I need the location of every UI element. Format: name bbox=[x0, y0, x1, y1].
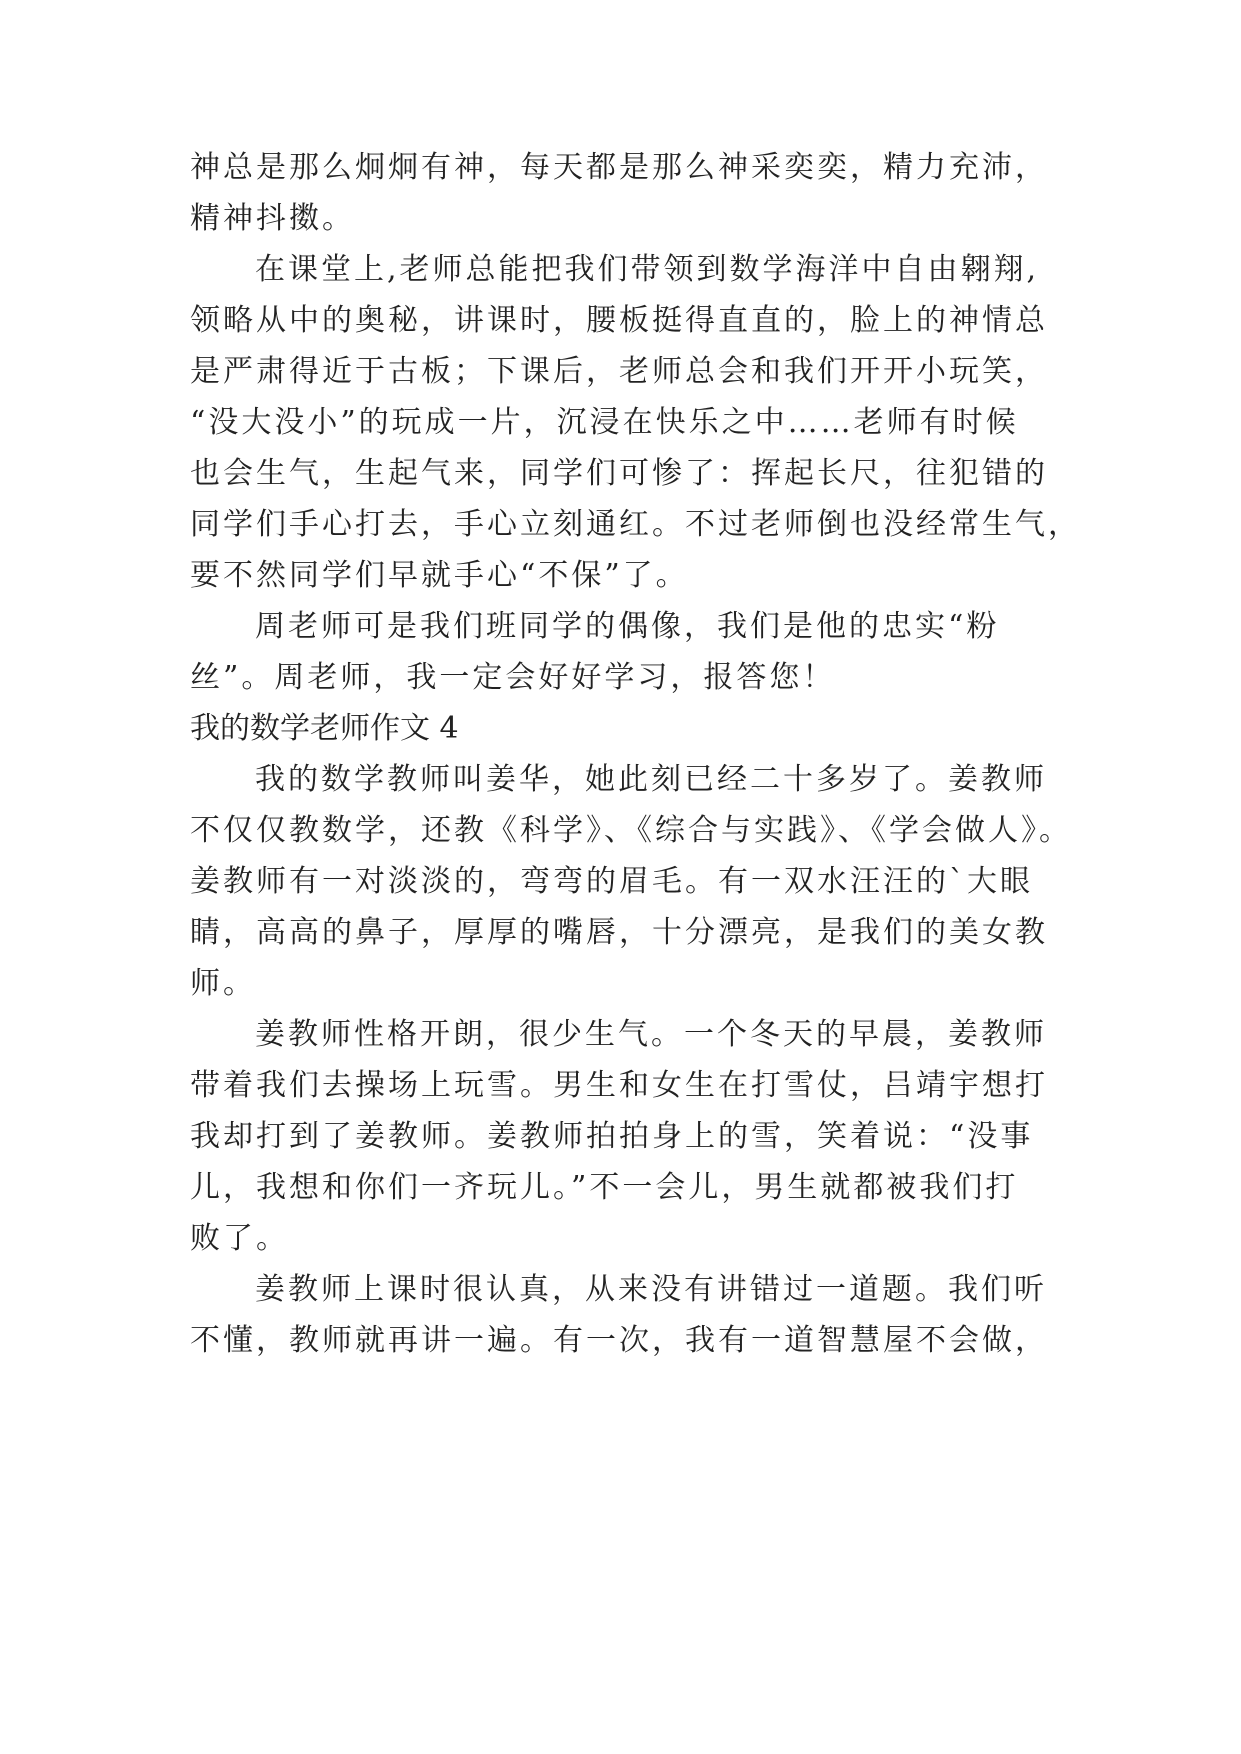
text-line: 不仅仅教数学，还教《科学》、《综合与实践》、《学会做人》。 bbox=[190, 813, 1072, 848]
text-line: 儿，我想和你们一齐玩儿。”不一会儿，男生就都被我们打 bbox=[190, 1170, 1019, 1205]
text-line: 领略从中的奥秘，讲课时，腰板挺得直直的，脸上的神情总 bbox=[190, 303, 1048, 338]
text-line: 在课堂上,老师总能把我们带领到数学海洋中自由翱翔, bbox=[255, 252, 1040, 287]
section-heading: 我的数学老师作文 4 bbox=[190, 711, 459, 746]
text-line: 败了。 bbox=[190, 1221, 289, 1256]
text-line: 同学们手心打去，手心立刻通红。不过老师倒也没经常生气， bbox=[190, 507, 1081, 542]
text-line: 姜教师有一对淡淡的，弯弯的眉毛。有一双水汪汪的`大眼 bbox=[190, 864, 1033, 899]
text-line: 是严肃得近于古板；下课后，老师总会和我们开开小玩笑， bbox=[190, 354, 1048, 389]
text-line: 精神抖擞。 bbox=[190, 201, 355, 236]
text-line: 周老师可是我们班同学的偶像，我们是他的忠实“粉 bbox=[255, 609, 1000, 644]
text-line: 丝”。周老师，我一定会好好学习，报答您！ bbox=[190, 660, 836, 695]
text-line: 姜教师上课时很认真，从来没有讲错过一道题。我们听 bbox=[255, 1272, 1047, 1307]
text-line: 姜教师性格开朗，很少生气。一个冬天的早晨，姜教师 bbox=[255, 1017, 1047, 1052]
text-line: 睛，高高的鼻子，厚厚的嘴唇，十分漂亮，是我们的美女教 bbox=[190, 915, 1048, 950]
text-line: “没大没小”的玩成一片，沉浸在快乐之中……老师有时候 bbox=[190, 405, 1019, 440]
text-line: 师。 bbox=[190, 966, 256, 1001]
text-line: 也会生气，生起气来，同学们可惨了：挥起长尺，往犯错的 bbox=[190, 456, 1048, 491]
text-line: 我却打到了姜教师。姜教师拍拍身上的雪，笑着说：“没事 bbox=[190, 1119, 1034, 1154]
text-line: 神总是那么炯炯有神，每天都是那么神采奕奕，精力充沛， bbox=[190, 150, 1048, 185]
text-line: 要不然同学们早就手心“不保”了。 bbox=[190, 558, 689, 593]
text-line: 我的数学教师叫姜华，她此刻已经二十多岁了。姜教师 bbox=[255, 762, 1047, 797]
text-line: 带着我们去操场上玩雪。男生和女生在打雪仗，吕靖宇想打 bbox=[190, 1068, 1048, 1103]
text-line: 不懂，教师就再讲一遍。有一次，我有一道智慧屋不会做， bbox=[190, 1323, 1048, 1358]
